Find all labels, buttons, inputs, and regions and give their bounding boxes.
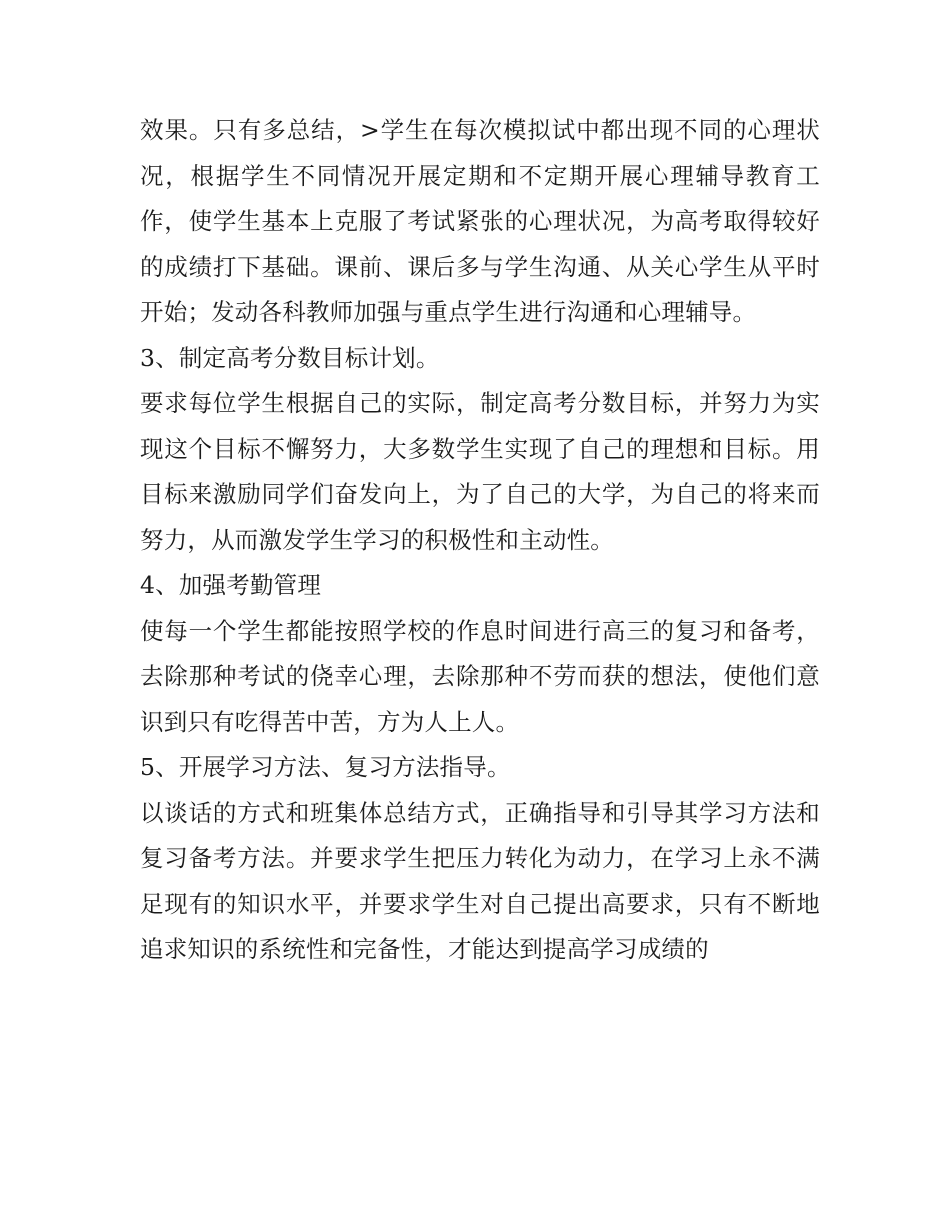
paragraph-psychology-counseling: 效果。只有多总结，>学生在每次模拟试中都出现不同的心理状况，根据学生不同情况开展定期和不定期开展心理辅导教育工作，使学生基本上克服了考试紧张的心理状况，为高考取得较好的成绩打下基础。课前、课后多与学生沟通、从关心学生从平时开始；发动各科教师加强与重点学生进行沟通和心理辅导。	[140, 116, 820, 326]
paragraph-attendance: 使每一个学生都能按照学校的作息时间进行高三的复习和备考，去除那种考试的侥幸心理，去除那种不劳而获的想法，使他们意识到只有吃得苦中苦，方为人上人。	[140, 616, 820, 736]
heading-score-target-plan: 3、制定高考分数目标计划。	[140, 343, 440, 372]
paragraph-study-method: 以谈话的方式和班集体总结方式，正确指导和引导其学习方法和复习备考方法。并要求学生把压力转化为动力，在学习上永不满足现有的知识水平，并要求学生对自己提出高要求，只有不断地追求知识的系统性和完备性，才能达到提高学习成绩的	[140, 798, 820, 963]
document-body	[140, 108, 820, 973]
heading-study-method-guidance: 5、开展学习方法、复习方法指导。	[140, 753, 511, 781]
heading-attendance-management: 4、加强考勤管理	[140, 571, 322, 599]
paragraph-score-target: 要求每位学生根据自己的实际，制定高考分数目标，并努力为实现这个目标不懈努力，大多数学生实现了自己的理想和目标。用目标来激励同学们奋发向上，为了自己的大学，为自己的将来而努力，从而激发学生学习的积极性和主动性。	[140, 389, 820, 554]
